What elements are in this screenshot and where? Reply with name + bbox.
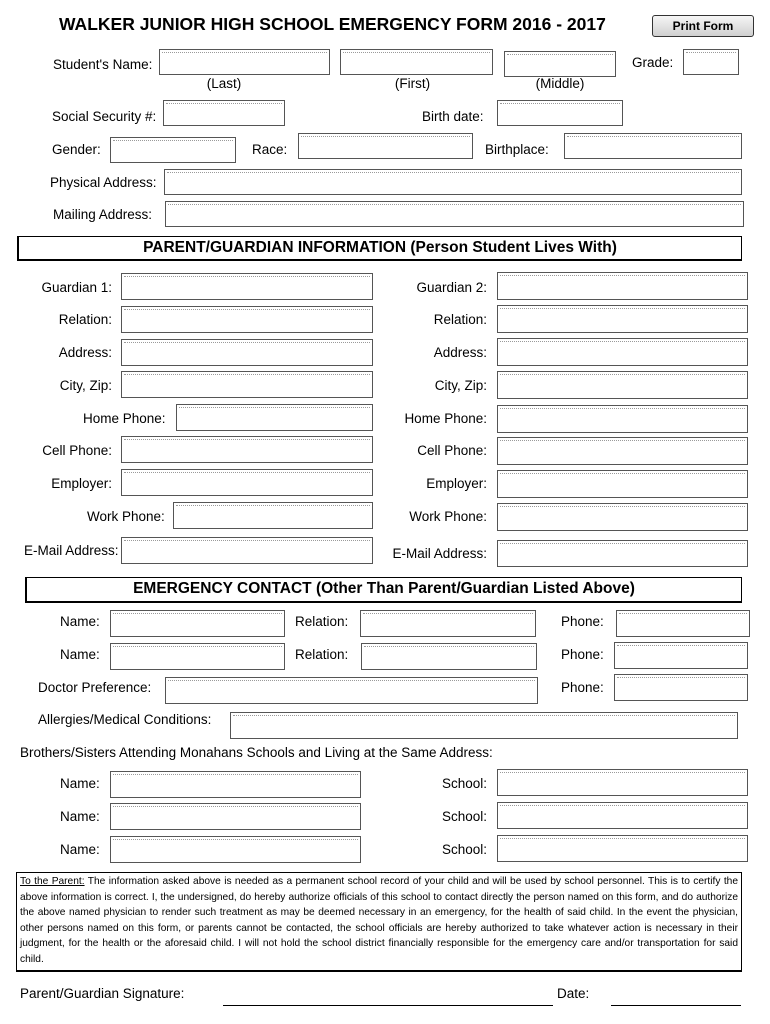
emergency-section-heading: EMERGENCY CONTACT (Other Than Parent/Guardian Listed Above)	[25, 577, 742, 603]
guardian1-relation-field[interactable]	[121, 306, 373, 333]
student-last-name-field[interactable]	[159, 49, 330, 75]
guardian2-cell-phone-label: Cell Phone:	[417, 443, 487, 458]
birth-date-field[interactable]	[497, 100, 623, 126]
guardian1-address-label: Address:	[58, 345, 112, 360]
grade-label: Grade:	[632, 55, 674, 70]
guardian1-relation-label: Relation:	[58, 312, 112, 327]
race-label: Race:	[252, 142, 288, 157]
race-field[interactable]	[298, 133, 473, 159]
gender-label: Gender:	[52, 142, 101, 157]
guardian2-employer-label: Employer:	[426, 476, 487, 491]
guardian2-address-label: Address:	[433, 345, 487, 360]
signature-label: Parent/Guardian Signature:	[20, 986, 185, 1001]
guardian2-name-field[interactable]	[497, 272, 748, 300]
guardian-section-heading: PARENT/GUARDIAN INFORMATION (Person Student Lives With)	[17, 236, 742, 261]
birth-date-label: Birth date:	[422, 109, 484, 124]
sibling2-name-label: Name:	[60, 809, 100, 824]
guardian2-email-field[interactable]	[497, 540, 748, 567]
guardian1-city-zip-label: City, Zip:	[59, 378, 112, 393]
emergency2-relation-field[interactable]	[361, 643, 537, 670]
notice-lead: To the Parent:	[20, 876, 85, 887]
ssn-label: Social Security #:	[52, 109, 157, 124]
student-first-name-field[interactable]	[340, 49, 493, 75]
mailing-address-label: Mailing Address:	[53, 207, 153, 222]
doctor-phone-label: Phone:	[561, 680, 604, 695]
sibling3-school-label: School:	[441, 842, 487, 857]
guardian1-address-field[interactable]	[121, 339, 373, 366]
signature-line[interactable]	[223, 1005, 553, 1006]
guardian1-cell-phone-label: Cell Phone:	[42, 443, 112, 458]
form-title: WALKER JUNIOR HIGH SCHOOL EMERGENCY FORM 2016 - 2017	[59, 14, 606, 34]
guardian1-cell-phone-field[interactable]	[121, 436, 373, 463]
ssn-field[interactable]	[163, 100, 285, 126]
guardian2-cell-phone-field[interactable]	[497, 437, 748, 465]
siblings-heading: Brothers/Sisters Attending Monahans Schools and Living at the Same Address:	[20, 745, 493, 760]
sibling2-school-field[interactable]	[497, 802, 748, 829]
guardian2-work-phone-label: Work Phone:	[409, 509, 487, 524]
guardian1-work-phone-label: Work Phone:	[87, 509, 165, 524]
first-caption: (First)	[394, 76, 431, 91]
sibling1-school-label: School:	[441, 776, 487, 791]
date-label: Date:	[557, 986, 590, 1001]
doctor-preference-field[interactable]	[165, 677, 538, 704]
guardian1-home-phone-label: Home Phone:	[83, 411, 166, 426]
emergency2-name-field[interactable]	[110, 643, 285, 670]
guardian2-city-zip-field[interactable]	[497, 371, 748, 399]
doctor-phone-field[interactable]	[614, 674, 748, 701]
emergency1-phone-field[interactable]	[616, 610, 750, 637]
guardian1-employer-field[interactable]	[121, 469, 373, 496]
grade-field[interactable]	[683, 49, 739, 75]
mailing-address-field[interactable]	[165, 201, 744, 227]
allergies-label: Allergies/Medical Conditions:	[38, 712, 212, 727]
guardian1-label: Guardian 1:	[41, 280, 112, 295]
guardian1-email-label: E-Mail Address:	[24, 543, 119, 558]
student-name-label: Student's Name:	[53, 57, 153, 72]
emergency1-phone-label: Phone:	[561, 614, 604, 629]
guardian2-relation-field[interactable]	[497, 305, 748, 333]
middle-caption: (Middle)	[535, 76, 585, 91]
guardian2-address-field[interactable]	[497, 338, 748, 366]
sibling2-name-field[interactable]	[110, 803, 361, 830]
guardian1-work-phone-field[interactable]	[173, 502, 373, 529]
emergency1-name-label: Name:	[60, 614, 100, 629]
guardian2-city-zip-label: City, Zip:	[434, 378, 487, 393]
allergies-field[interactable]	[230, 712, 738, 739]
emergency2-name-label: Name:	[60, 647, 100, 662]
emergency2-relation-label: Relation:	[295, 647, 349, 662]
physical-address-label: Physical Address:	[50, 175, 157, 190]
guardian1-employer-label: Employer:	[51, 476, 112, 491]
emergency1-relation-label: Relation:	[295, 614, 349, 629]
sibling3-name-label: Name:	[60, 842, 100, 857]
birthplace-label: Birthplace:	[485, 142, 549, 157]
print-form-button[interactable]: Print Form	[652, 15, 754, 37]
guardian1-name-field[interactable]	[121, 273, 373, 300]
guardian2-employer-field[interactable]	[497, 470, 748, 498]
sibling3-school-field[interactable]	[497, 835, 748, 862]
guardian2-label: Guardian 2:	[416, 280, 487, 295]
last-caption: (Last)	[206, 76, 242, 91]
emergency1-relation-field[interactable]	[360, 610, 536, 637]
sibling1-school-field[interactable]	[497, 769, 748, 796]
emergency1-name-field[interactable]	[110, 610, 285, 637]
guardian1-city-zip-field[interactable]	[121, 371, 373, 398]
guardian2-home-phone-field[interactable]	[497, 405, 748, 433]
guardian2-relation-label: Relation:	[433, 312, 487, 327]
sibling2-school-label: School:	[441, 809, 487, 824]
notice-text: The information asked above is needed as a permanent school record of your child and will be used by school personnel. This is to certify the above information is correct. I, the undersigned, do hereby authorize officials of this school to contact directly the person named on this form, and do authorize the above named physician to render such treatment as may be deemed necessary in an emergency, for the health of said child. In the event the physician, other persons named on this form, or parents cannot be contacted, the school officials are hereby authorized to take whatever action is necessary in their judgment, for the health or the aforesaid child. I will not hold the school district financially responsible for the emergency care and/or transportation for said child.	[20, 876, 738, 965]
guardian1-email-field[interactable]	[121, 537, 373, 564]
guardian2-email-label: E-Mail Address:	[392, 546, 487, 561]
emergency2-phone-label: Phone:	[561, 647, 604, 662]
sibling3-name-field[interactable]	[110, 836, 361, 863]
sibling1-name-field[interactable]	[110, 771, 361, 798]
physical-address-field[interactable]	[164, 169, 742, 195]
gender-field[interactable]	[110, 137, 236, 163]
emergency2-phone-field[interactable]	[614, 642, 748, 669]
sibling1-name-label: Name:	[60, 776, 100, 791]
date-line[interactable]	[611, 1005, 741, 1006]
doctor-preference-label: Doctor Preference:	[38, 680, 152, 695]
student-middle-name-field[interactable]	[504, 51, 616, 77]
birthplace-field[interactable]	[564, 133, 742, 159]
guardian2-home-phone-label: Home Phone:	[404, 411, 487, 426]
guardian1-home-phone-field[interactable]	[176, 404, 373, 431]
parent-notice	[16, 872, 742, 972]
guardian2-work-phone-field[interactable]	[497, 503, 748, 531]
